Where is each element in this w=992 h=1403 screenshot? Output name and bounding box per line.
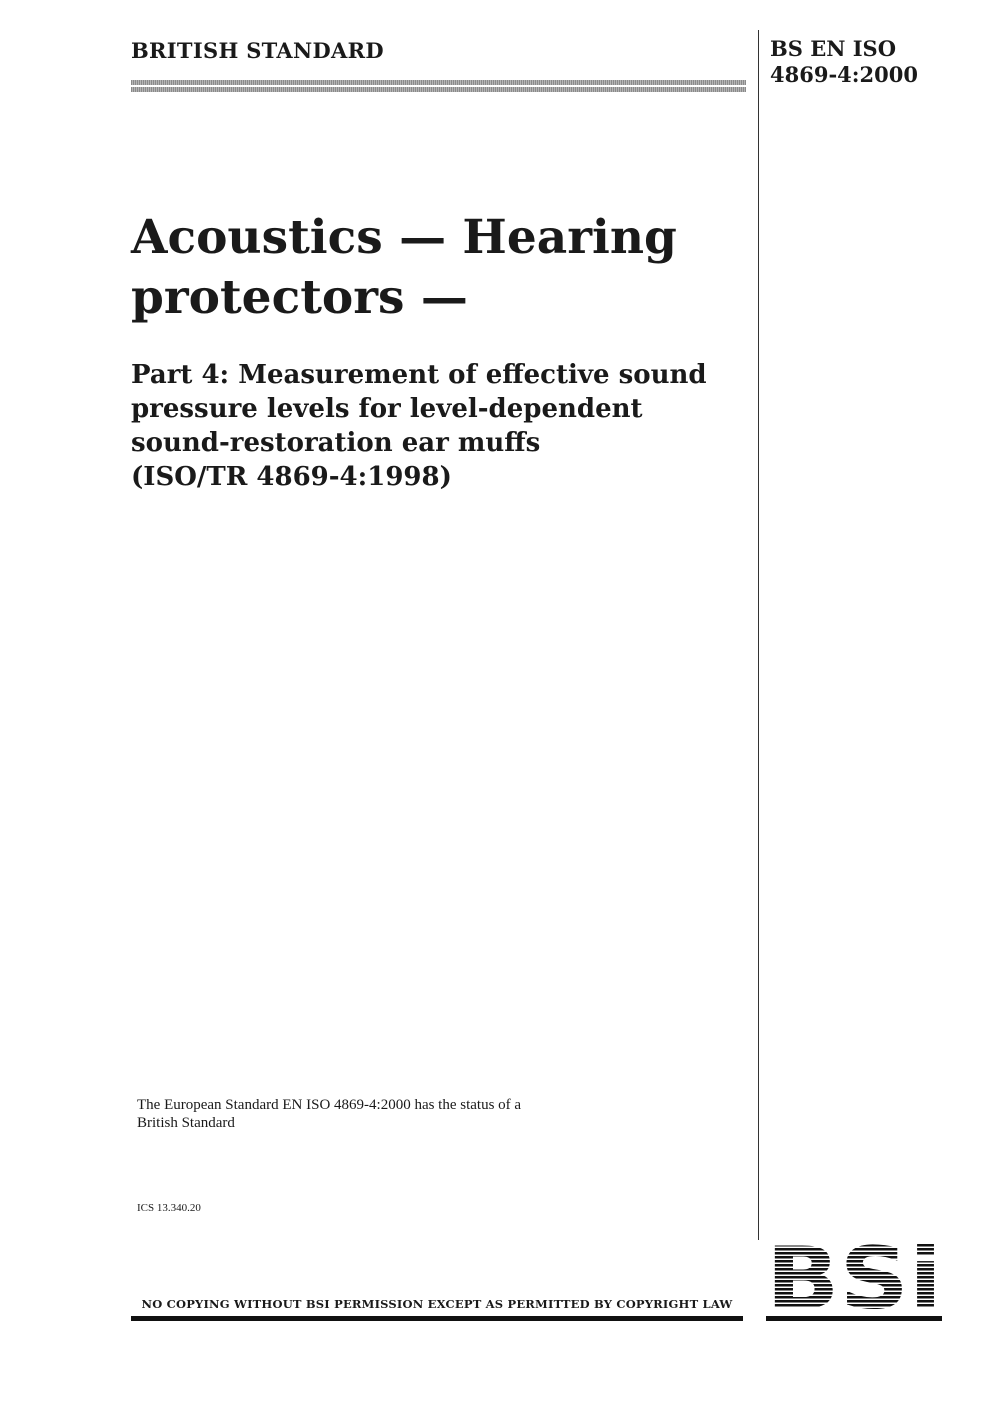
bsi-logo: [766, 1244, 942, 1310]
standard-number: [770, 36, 918, 88]
copyright-notice: NO COPYING WITHOUT BSI PERMISSION EXCEPT AS PERMITTED BY COPYRIGHT LAW: [141, 1297, 733, 1311]
ics-code: ICS 13.340.20: [137, 1202, 201, 1214]
title-line1: Acoustics — Hearing: [131, 210, 677, 265]
header-rule: [131, 80, 746, 85]
header-label: BRITISH STANDARD: [131, 38, 384, 63]
bsi-logo-text: BSi: [766, 1244, 942, 1310]
subtitle-line1: Part 4: Measurement of effective sound: [131, 360, 707, 390]
document-title: [131, 208, 731, 328]
footer-rule: [131, 1316, 743, 1321]
subtitle-line3: sound-restoration ear muffs: [131, 428, 541, 458]
standard-number-line1: BS EN ISO: [770, 36, 897, 61]
footer-rule-right: [766, 1316, 942, 1321]
status-note: [137, 1096, 617, 1132]
header-rule-lower: [131, 87, 746, 92]
subtitle-line2: pressure levels for level-dependent: [131, 394, 643, 424]
vertical-divider: [758, 30, 759, 1240]
document-subtitle: [131, 358, 741, 494]
status-note-line1: The European Standard EN ISO 4869-4:2000 has the status of a: [137, 1097, 522, 1113]
subtitle-line4: (ISO/TR 4869-4:1998): [131, 462, 452, 492]
title-line2: protectors —: [131, 270, 468, 325]
standard-number-line2: 4869-4:2000: [770, 62, 918, 87]
status-note-line2: British Standard: [137, 1115, 235, 1131]
